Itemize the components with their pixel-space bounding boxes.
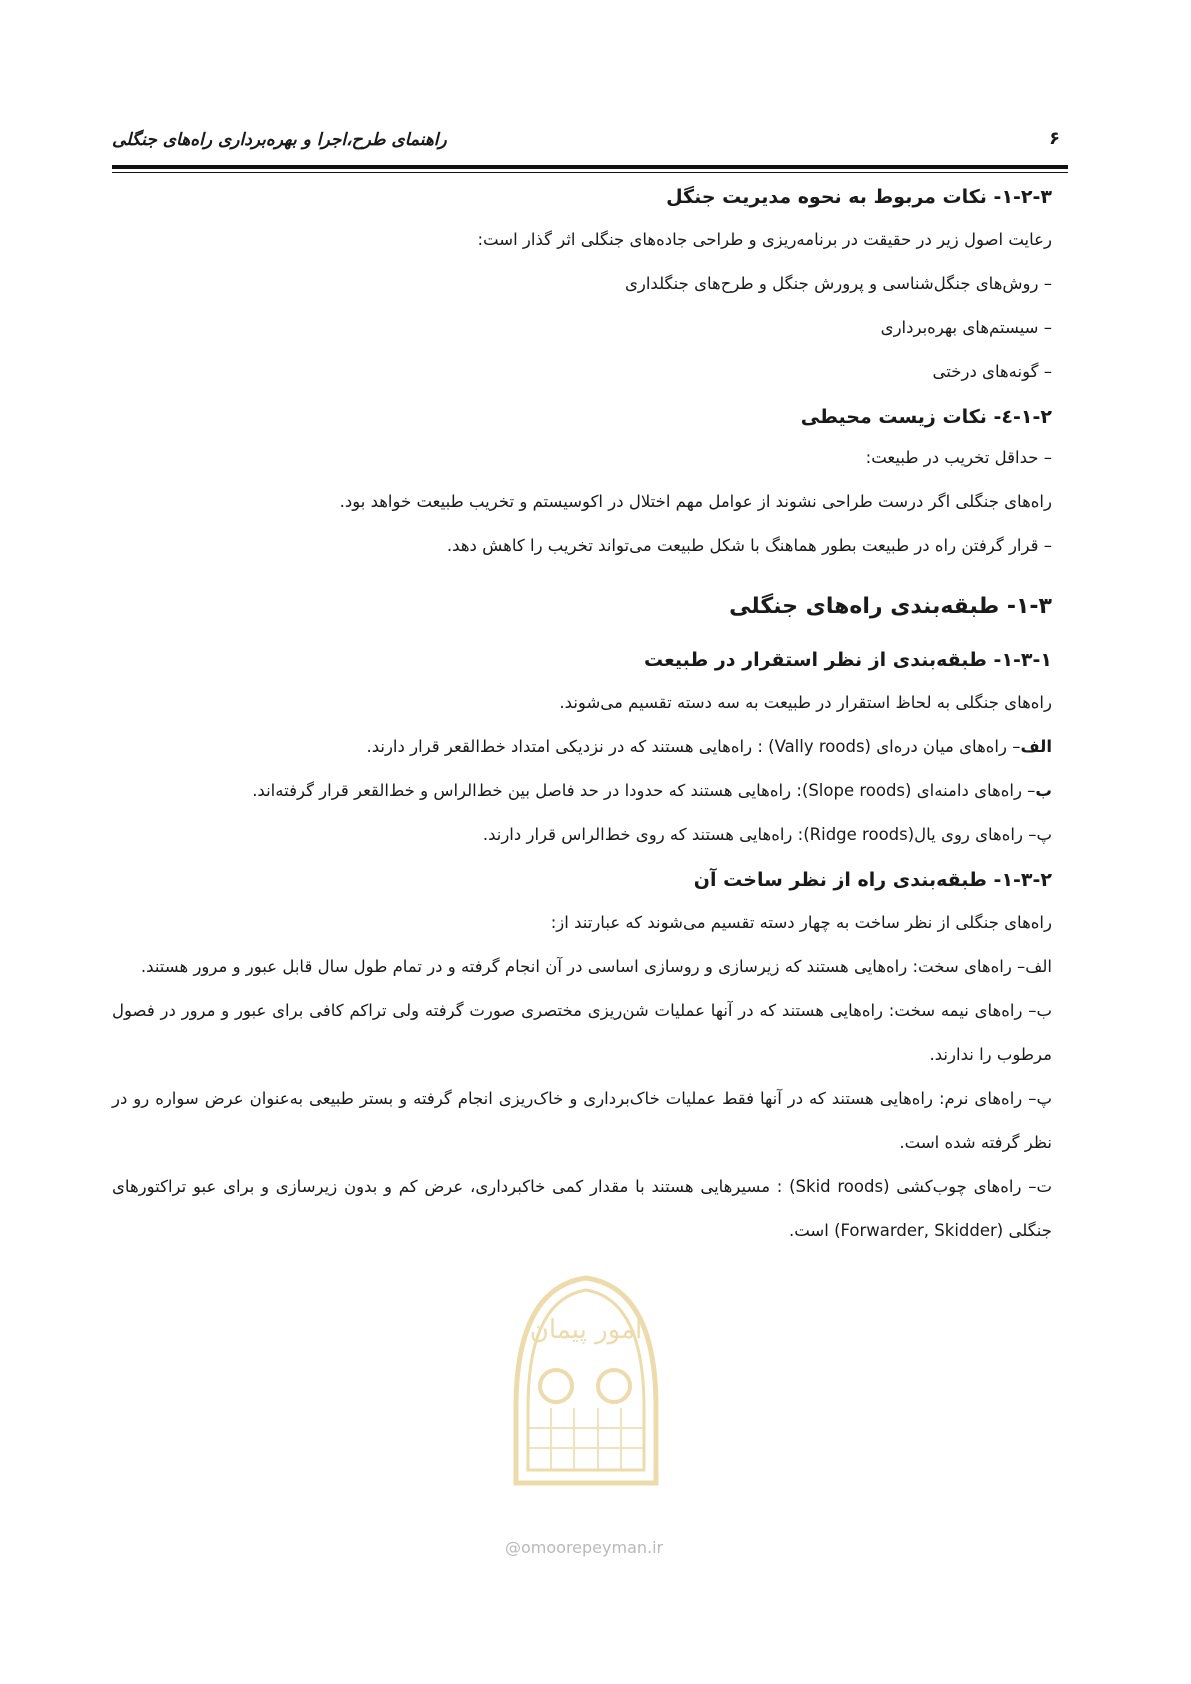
header-rule-thin — [112, 172, 1068, 173]
heading-1-2-4: ۱-۲-٤- نکات زیست محیطی — [800, 406, 1052, 428]
heading-1-3-2: ۱-۳-۲- طبقه‌بندی راه از نظر ساخت آن — [693, 869, 1052, 891]
paragraph-valley-roads — [112, 725, 1052, 769]
label-alef: الف — [1020, 737, 1052, 756]
heading-1-3-1: ۱-۳-۱- طبقه‌بندی از نظر استقرار در طبیعت — [643, 649, 1052, 671]
page-number: ۶ — [1049, 128, 1060, 149]
paragraph-hard-roads: الف– راه‌های سخت: راه‌هایی هستند که زیرسازی و روسازی اساسی در آن انجام گرفته و در تمام طول سال قابل عبور و مرور هستند. — [140, 957, 1052, 976]
paragraph-construction-intro: راه‌های جنگلی از نظر ساخت به چهار دسته تقسیم می‌شوند که عبارتند از: — [550, 913, 1052, 932]
list-item-silviculture: – روش‌های جنگل‌شناسی و پرورش جنگل و طرح‌های جنگلداری — [624, 274, 1052, 293]
paragraph-skid-roads: ت– راه‌های چوب‌کشی (Skid roods) : مسیرهایی هستند با مقدار کمی خاکبرداری، عرض کم و بدون زیرسازی و برای عبو تراکتورهای جنگلی (Forwarder, Skidder) است. — [112, 1177, 1052, 1240]
paragraph-env-1: – حداقل تخریب در طبیعت: — [865, 448, 1052, 467]
list-item-tree-species: – گونه‌های درختی — [932, 362, 1052, 381]
watermark-logo-text: امور پیمان — [529, 1315, 643, 1345]
heading-1-2-3: ۱-۲-۳- نکات مربوط به نحوه مدیریت جنگل — [666, 186, 1052, 208]
paragraph-env-3: – قرار گرفتن راه در طبیعت بطور هماهنگ با شکل طبیعت می‌تواند تخریب را کاهش دهد. — [446, 536, 1052, 555]
text-slope-roads: – راه‌های دامنه‌ای (Slope roods): راه‌هایی هستند که حدودا در حد فاصل بین خط‌الراس و خط‌القعر قرار گرفته‌اند. — [252, 781, 1036, 800]
watermark-url-text: omoorepeyman.ir — [521, 1538, 664, 1557]
paragraph-placement-intro: راه‌های جنگلی به لحاظ استقرار در طبیعت به سه دسته تقسیم می‌شوند. — [559, 693, 1052, 712]
header-title: راهنمای طرح،اجرا و بهره‌برداری راه‌های جنگلی — [112, 130, 447, 150]
paragraph-soft-roads: پ– راه‌های نرم: راه‌هایی هستند که در آنها فقط عملیات خاک‌برداری و خاک‌ریزی انجام گرفته و بستر طبیعی به‌عنوان عرض سواره رو در نظر گرفته شده است. — [112, 1089, 1052, 1152]
paragraph-semi-hard-roads: ب– راه‌های نیمه سخت: راه‌هایی هستند که در آنها عملیات شن‌ریزی مختصری صورت گرفته ولی تراکم کافی برای عبور و مرور در فصول مرطوب را ندارند. — [112, 1001, 1052, 1064]
watermark-at-icon: @ — [505, 1538, 521, 1557]
paragraph-ridge-roads: پ– راه‌های روی یال(Ridge roods): راه‌هایی هستند که روی خط‌الراس قرار دارند. — [482, 825, 1052, 844]
list-item-harvest-systems: – سیستم‌های بهره‌برداری — [880, 318, 1052, 337]
running-header — [112, 124, 1068, 164]
label-be: ب — [1035, 781, 1052, 800]
header-rule-thick — [112, 165, 1068, 169]
watermark-url — [505, 1538, 663, 1557]
page-body — [112, 186, 1052, 1253]
paragraph-management-intro: رعایت اصول زیر در حقیقت در برنامه‌ریزی و طراحی جاده‌های جنگلی اثر گذار است: — [477, 230, 1052, 249]
watermark-logo — [496, 1258, 676, 1498]
heading-1-3: ۱-۳- طبقه‌بندی راه‌های جنگلی — [729, 594, 1052, 619]
paragraph-env-2: راه‌های جنگلی اگر درست طراحی نشوند از عوامل مهم اختلال در اکوسیستم و تخریب طبیعت خواهد بود. — [339, 492, 1052, 511]
text-valley-roads: – راه‌های میان دره‌ای (Vally roods) : راه‌هایی هستند که در نزدیکی امتداد خط‌القعر قرار دارند. — [366, 737, 1021, 756]
paragraph-slope-roads — [112, 769, 1052, 813]
